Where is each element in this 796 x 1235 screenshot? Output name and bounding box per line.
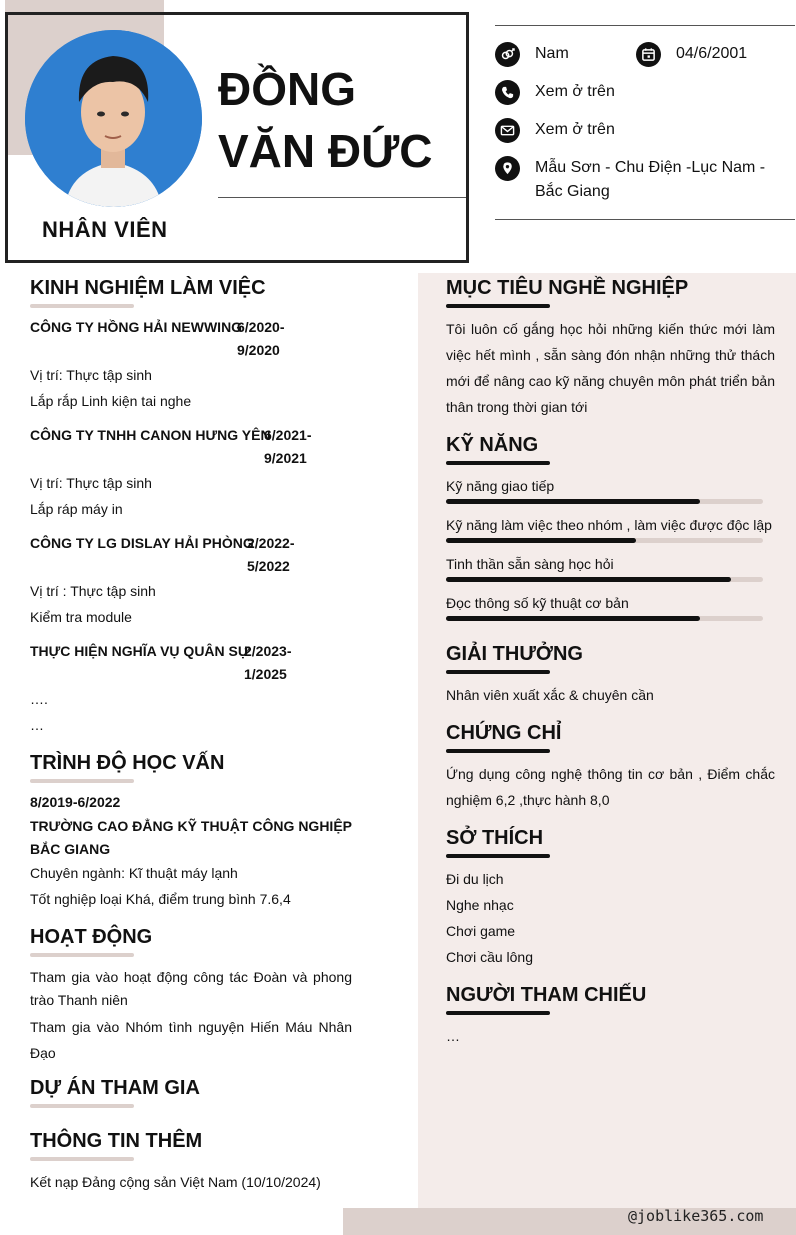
skills-underline (446, 461, 550, 465)
experience-extra: …. (30, 691, 48, 707)
avatar (25, 30, 202, 207)
contact-gender (495, 42, 569, 67)
more-info-underline (30, 1157, 134, 1161)
awards-text: Nhân viên xuất xắc & chuyên cần (446, 687, 654, 703)
objective-underline (446, 304, 550, 308)
education-major: Chuyên ngành: Kĩ thuật máy lạnh (30, 865, 238, 881)
hobbies-heading: SỞ THÍCH (446, 827, 544, 849)
birthday-value: 04/6/2001 (676, 45, 748, 62)
skill-bar (446, 538, 763, 543)
experience-underline (30, 304, 134, 308)
education-school: TRƯỜNG CAO ĐẲNG KỸ THUẬT CÔNG NGHIỆP BẮC GIANG (30, 818, 352, 857)
references-underline (446, 1011, 550, 1015)
skill-bar-fill (446, 577, 731, 582)
activities-underline (30, 953, 134, 957)
experience-date-start: 2/2022- (247, 535, 295, 551)
education-date: 8/2019-6/2022 (30, 794, 121, 810)
hobby-item: Nghe nhạc (446, 897, 514, 913)
experience-date-start: 6/2020- (237, 319, 285, 335)
experience-date-start: 6/2021- (264, 427, 312, 443)
phone-icon (495, 80, 520, 105)
projects-heading: DỰ ÁN THAM GIA (30, 1077, 200, 1099)
education-underline (30, 779, 134, 783)
activity-item: Tham gia vào Nhóm tình nguyện Hiến Máu Nhân Đạo (30, 1019, 352, 1061)
experience-description: Lắp ráp máy in (30, 501, 123, 517)
awards-underline (446, 670, 550, 674)
hobby-item: Chơi cầu lông (446, 949, 534, 965)
hobby-item: Chơi game (446, 923, 516, 939)
skill-bar-fill (446, 499, 700, 504)
certificates-heading: CHỨNG CHỈ (446, 722, 562, 744)
experience-company: CÔNG TY HỒNG HẢI NEWWING (30, 319, 243, 335)
experience-heading: KINH NGHIỆM LÀM VIỆC (30, 277, 266, 299)
experience-company: CÔNG TY LG DISLAY HẢI PHÒNG (30, 535, 254, 551)
activities-heading: HOẠT ĐỘNG (30, 926, 153, 948)
experience-extra: … (30, 717, 44, 733)
name-divider (218, 197, 466, 198)
skill-bar-fill (446, 616, 700, 621)
experience-description: Lắp rắp Linh kiện tai nghe (30, 393, 192, 409)
skill-name: Tinh thần sẵn sàng học hỏi (446, 556, 614, 572)
location-icon (495, 156, 520, 181)
gender-icon (495, 42, 520, 67)
experience-company: CÔNG TY TNHH CANON HƯNG YÊN (30, 427, 271, 443)
gender-value: Nam (535, 45, 569, 62)
hobbies-underline (446, 854, 550, 858)
contact-phone (495, 80, 615, 105)
contact-birthday (636, 42, 747, 67)
calendar-icon (636, 42, 661, 67)
experience-date-end: 1/2025 (244, 666, 287, 682)
address-value: Mẫu Sơn - Chu Điện -Lục Nam - Bắc Giang (535, 159, 766, 200)
experience-date-end: 5/2022 (247, 558, 290, 574)
contact-top-divider (495, 25, 795, 26)
references-text: … (446, 1028, 460, 1044)
contact-bottom-divider (495, 219, 795, 220)
contact-email (495, 118, 615, 143)
avatar-photo (25, 30, 202, 207)
mail-icon (495, 118, 520, 143)
skill-bar (446, 577, 763, 582)
projects-underline (30, 1104, 134, 1108)
skill-name: Kỹ năng giao tiếp (446, 478, 555, 494)
experience-position: Vị trí : Thực tập sinh (30, 583, 156, 599)
watermark: @joblike365.com (628, 1207, 764, 1225)
awards-heading: GIẢI THƯỞNG (446, 643, 583, 665)
experience-position: Vị trí: Thực tập sinh (30, 367, 152, 383)
experience-position: Vị trí: Thực tập sinh (30, 475, 152, 491)
more-info-text: Kết nạp Đảng cộng sản Việt Nam (10/10/2024) (30, 1174, 321, 1190)
experience-date-end: 9/2021 (264, 450, 307, 466)
skill-bar-fill (446, 538, 636, 543)
more-info-heading: THÔNG TIN THÊM (30, 1130, 203, 1152)
certificates-text: Ứng dụng công nghệ thông tin cơ bản , Điểm chắc nghiệm 6,2 ,thực hành 8,0 (446, 766, 775, 808)
phone-value: Xem ở trên (535, 83, 615, 100)
education-grade: Tốt nghiệp loại Khá, điểm trung bình 7.6,4 (30, 891, 291, 907)
experience-description: Kiểm tra module (30, 609, 132, 625)
references-heading: NGƯỜI THAM CHIẾU (446, 984, 647, 1006)
skills-heading: KỸ NĂNG (446, 434, 539, 456)
skill-bar (446, 616, 763, 621)
certificates-underline (446, 749, 550, 753)
skill-name: Đọc thông số kỹ thuật cơ bản (446, 595, 629, 611)
email-value: Xem ở trên (535, 121, 615, 138)
contact-address (495, 156, 775, 204)
experience-date-start: 2/2023- (244, 643, 292, 659)
hobby-item: Đi du lịch (446, 871, 504, 887)
experience-company: THỰC HIỆN NGHĨA VỤ QUÂN SỰ (30, 643, 250, 659)
activity-item: Tham gia vào hoạt động công tác Đoàn và phong trào Thanh niên (30, 969, 352, 1008)
objective-heading: MỤC TIÊU NGHỀ NGHIỆP (446, 277, 689, 299)
objective-text: Tôi luôn cố gắng học hỏi những kiến thức mới làm việc hết mình , sẵn sàng đón nhận những thử thách mới để nâng cao kỹ năng chuyên môn phát triển bản thân trong thời gian tới (446, 321, 775, 415)
full-name: ĐỒNG VĂN ĐỨC (218, 63, 433, 177)
education-heading: TRÌNH ĐỘ HỌC VẤN (30, 752, 225, 774)
skill-bar (446, 499, 763, 504)
job-title: NHÂN VIÊN (42, 217, 168, 242)
experience-date-end: 9/2020 (237, 342, 280, 358)
skill-name: Kỹ năng làm việc theo nhóm , làm việc được độc lập (446, 517, 772, 533)
